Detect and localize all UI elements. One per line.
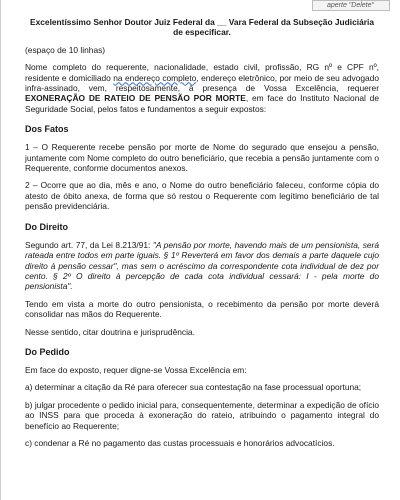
- intro-part2: , endereço eletrônico, por meio de seu advogado infra-assinado, vem, respeitosamente, à presença de Vossa Excelência, requerer: [25, 72, 380, 94]
- pedido-item-b: b) julgar procedente o pedido inicial para, consequentemente, determinar a expedição de ofício ao INSS para que proceda à exoneração do rateio, atribuindo o pagamento integral do benefício ao Requerente;: [25, 399, 379, 431]
- spacing-note: (espaço de 10 linhas): [25, 44, 106, 55]
- intro-address-link[interactable]: na endereço completo: [113, 72, 197, 83]
- pedido-item-c: c) condenar a Ré no pagamento das custas processuais e honorários advocatícios.: [25, 437, 335, 448]
- intro-part3: , em face do Instituto Nacional de Seguridade Social, pelos fatos e fundamentos a seguir expostos:: [25, 93, 379, 114]
- intro-part1: Nome completo do requerente, nacionalidade, estado civil, profissão, RG nº e CPF nº, residente e domiciliado: [25, 62, 379, 83]
- fatos-paragraph-1: 1 – O Requerente recebe pensão por morte de Nome do segurado que ensejou a pensão, juntamente com Nome completo do outro beneficiário, que recebia a pensão juntamente com o Requerente, conforme documentos anexos.: [25, 142, 379, 174]
- direito-citation-intro: Segundo art. 77, da Lei 8.213/91:: [25, 239, 153, 250]
- direito-citation-text: "A pensão por morte, havendo mais de um pensionista, será rateada entre todos em parte iguais. § 1º Reverterá em favor dos demais a parte daquele cujo direito à pensão cessar", mas sem o acréscimo da correspondente cota individual de dez por cento. § 2º O direito à percepção de cada cota individual cessará: I - pela morte do pensionista".: [25, 239, 379, 292]
- section-title-fatos: Dos Fatos: [25, 124, 69, 135]
- pedido-paragraph-1: Em face do exposto, requer digne-se Vossa Excelência em:: [25, 364, 247, 375]
- section-title-direito: Do Direito: [25, 221, 69, 232]
- direito-paragraph-3: Nesse sentido, citar doutrina e jurisprudência.: [25, 326, 195, 337]
- direito-paragraph-2: Tendo em vista a morte do outro pensionista, o recebimento da pensão por morte deverá consolidar nas mãos do Requerente.: [25, 298, 379, 320]
- fatos-paragraph-2: 2 – Ocorre que ao dia, mês e ano, o Nome do outro beneficiário faleceu, conforme cópia do atesto de óbito anexa, de forma que só restou o Requerente com legítimo beneficiário de tal pensão previdenciária.: [25, 180, 379, 212]
- document-header: Excelentíssimo Senhor Doutor Juiz Federal da __ Vara Federal da Subseção Judiciária de especificar.: [30, 17, 374, 38]
- section-title-pedido: Do Pedido: [25, 346, 70, 357]
- pedido-item-a: a) determinar a citação da Ré para oferecer sua contestação na fase processual oportuna;: [25, 382, 362, 393]
- intro-paragraph: [25, 62, 379, 114]
- document-body: [25, 17, 379, 448]
- direito-paragraph-1: [25, 240, 379, 292]
- delete-hint-tooltip: aperte "Delete": [312, 0, 390, 11]
- intro-request-title: EXONERAÇÃO DE RATEIO DE PENSÃO POR MORTE: [25, 93, 246, 104]
